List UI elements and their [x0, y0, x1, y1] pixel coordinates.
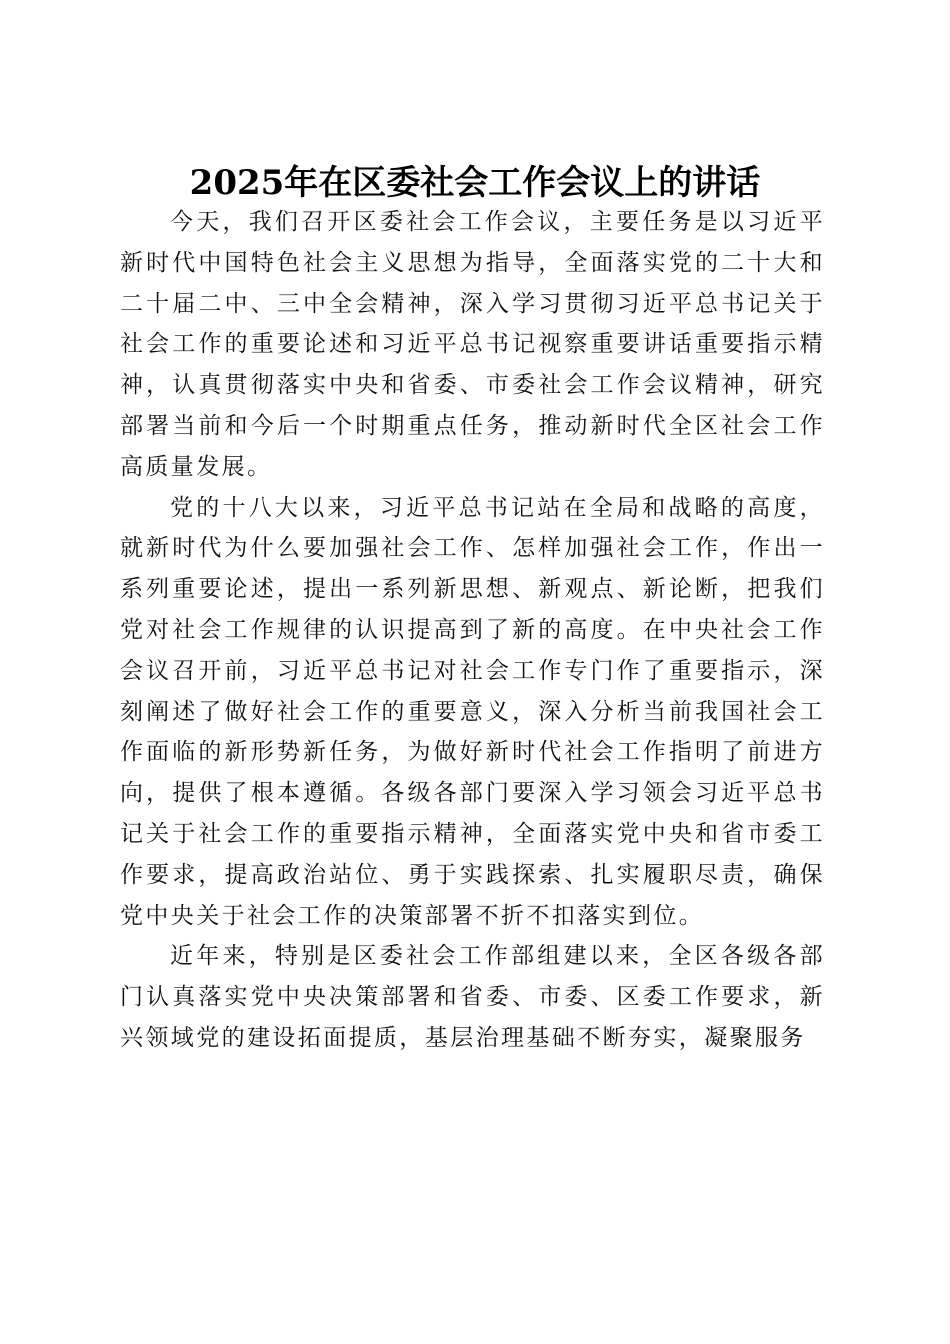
paragraph-2: 党的十八大以来，习近平总书记站在全局和战略的高度，就新时代为什么要加强社会工作、怎样加强社会工作，作出一系列重要论述，提出一系列新思想、新观点、新论断，把我们党对社会工作规律的认识提高到了新的高度。在中央社会工作会议召开前，习近平总书记对社会工作专门作了重要指示，深刻阐述了做好社会工作的重要意义，深入分析当前我国社会工作面临的新形势新任务，为做好新时代社会工作指明了前进方向，提供了根本遵循。各级各部门要深入学习领会习近平总书记关于社会工作的重要指示精神，全面落实党中央和省市委工作要求，提高政治站位、勇于实践探索、扎实履职尽责，确保党中央关于社会工作的决策部署不折不扣落实到位。 [120, 494, 825, 929]
document-title: 2025年在区委社会工作会议上的讲话 [189, 162, 761, 203]
document-body [120, 202, 825, 1059]
paragraph-3: 近年来，特别是区委社会工作部组建以来，全区各级各部门认真落实党中央决策部署和省委、市委、区委工作要求，新兴领域党的建设拓面提质，基层治理基础不断夯实，凝聚服务 [120, 943, 825, 1051]
paragraph-1: 今天，我们召开区委社会工作会议，主要任务是以习近平新时代中国特色社会主义思想为指导，全面落实党的二十大和二十届二中、三中全会精神，深入学习贯彻习近平总书记关于社会工作的重要论述和习近平总书记视察重要讲话重要指示精神，认真贯彻落实中央和省委、市委社会工作会议精神，研究部署当前和今后一个时期重点任务，推动新时代全区社会工作高质量发展。 [120, 209, 825, 480]
